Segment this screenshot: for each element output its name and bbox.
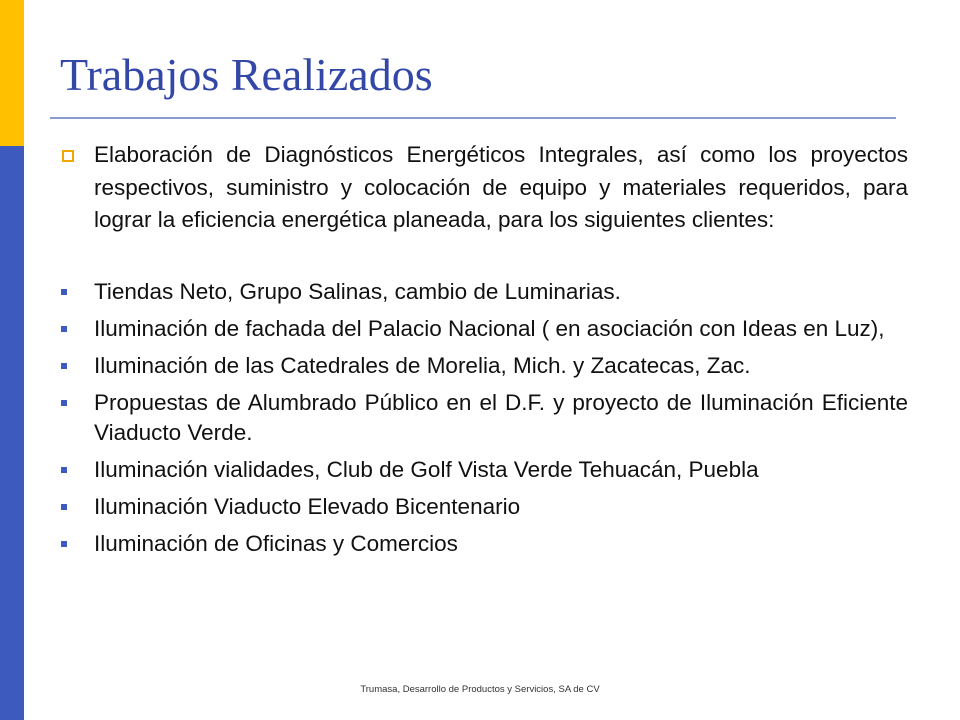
square-outline-bullet-icon — [62, 150, 74, 162]
list-item-text: Propuestas de Alumbrado Público en el D.F. y proyecto de Iluminación Eficiente Viaducto Verde. — [94, 389, 908, 445]
list-item-text: Iluminación Viaducto Elevado Bicentenario — [94, 493, 521, 519]
list-item — [56, 529, 908, 559]
square-filled-bullet-icon — [61, 363, 67, 369]
list-item-text: Iluminación de Oficinas y Comercios — [94, 530, 458, 556]
list-item — [56, 277, 908, 307]
square-filled-bullet-icon — [61, 541, 67, 547]
title-divider — [50, 117, 896, 119]
square-filled-bullet-icon — [61, 400, 67, 406]
slide-title: Trabajos Realizados — [60, 49, 433, 100]
list-item — [56, 388, 908, 448]
list-item — [56, 455, 908, 485]
slide-content — [56, 139, 908, 566]
square-filled-bullet-icon — [61, 289, 67, 295]
square-filled-bullet-icon — [61, 326, 67, 332]
intro-text: Elaboración de Diagnósticos Energéticos Integrales, así como los proyectos respectivos, suministro y colocación de equipo y materiales requeridos, para lograr la eficiencia energética planeada, para los siguientes clientes: — [94, 142, 908, 232]
list-item — [56, 314, 908, 344]
list-item-text: Iluminación de las Catedrales de Morelia, Mich. y Zacatecas, Zac. — [94, 352, 751, 378]
square-filled-bullet-icon — [61, 504, 67, 510]
list-item — [56, 351, 908, 381]
list-item-text: Iluminación de fachada del Palacio Nacional ( en asociación con Ideas en Luz), — [94, 315, 885, 341]
intro-paragraph — [56, 139, 908, 237]
list-item-text: Tiendas Neto, Grupo Salinas, cambio de Luminarias. — [94, 278, 621, 304]
accent-bar-blue — [0, 146, 24, 720]
accent-bar-yellow — [0, 0, 24, 146]
list-item-text: Iluminación vialidades, Club de Golf Vista Verde Tehuacán, Puebla — [94, 456, 759, 482]
square-filled-bullet-icon — [61, 467, 67, 473]
list-item — [56, 492, 908, 522]
slide-footer: Trumasa, Desarrollo de Productos y Servicios, SA de CV — [360, 684, 600, 695]
